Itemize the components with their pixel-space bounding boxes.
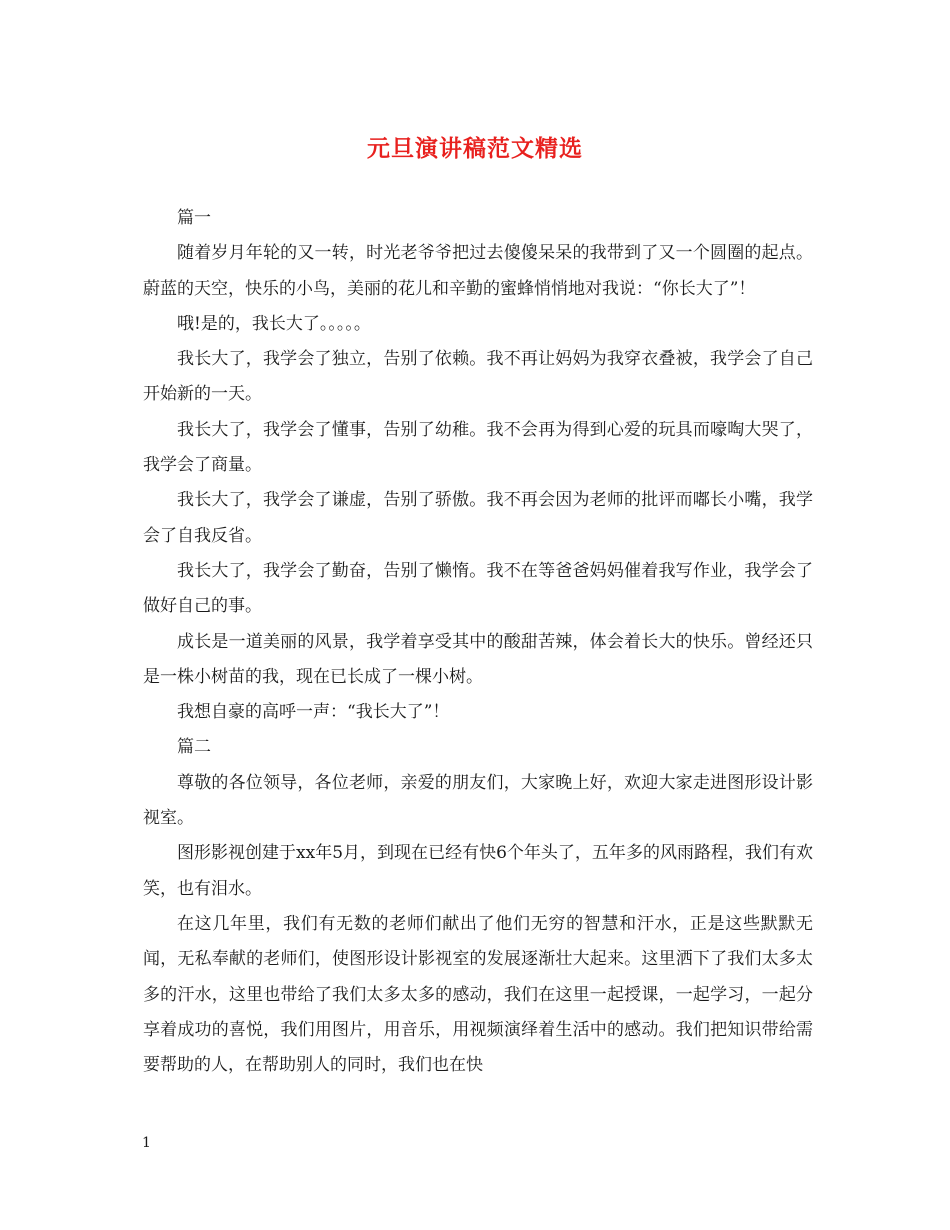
paragraph: 我长大了，我学会了谦虚，告别了骄傲。我不再会因为老师的批评而嘟长小嘴，我学会了自我反省。 [143,490,813,546]
paragraph: 我长大了，我学会了独立，告别了依赖。我不再让妈妈为我穿衣叠被，我学会了自己开始新的一天。 [143,349,813,405]
section-heading: 篇一 [177,208,211,228]
paragraph: 成长是一道美丽的风景，我学着享受其中的酸甜苦辣，体会着长大的快乐。曾经还只是一株小树苗的我，现在已长成了一棵小树。 [143,631,813,687]
paragraph: 图形影视创建于xx年5月，到现在已经有快6个年头了，五年多的风雨路程，我们有欢笑，也有泪水。 [143,843,813,899]
section-heading: 篇二 [177,737,211,758]
paragraph: 随着岁月年轮的又一转，时光老爷爷把过去傻傻呆呆的我带到了又一个圆圈的起点。蔚蓝的天空，快乐的小鸟，美丽的花儿和辛勤的蜜蜂悄悄地对我说：“你长大了”！ [143,243,813,299]
page-number: 1 [142,1135,151,1151]
document-title: 元旦演讲稿范文精选 [367,135,583,162]
paragraph: 我长大了，我学会了懂事，告别了幼稚。我不会再为得到心爱的玩具而嚎啕大哭了，我学会了商量。 [143,419,813,476]
paragraph: 我想自豪的高呼一声：“我长大了”！ [177,702,450,723]
paragraph: 我长大了，我学会了勤奋，告别了懒惰。我不在等爸爸妈妈催着我写作业，我学会了做好自己的事。 [143,560,813,617]
paragraph: 在这几年里，我们有无数的老师们献出了他们无穷的智慧和汗水，正是这些默默无闻，无私奉献的老师们，使图形设计影视室的发展逐渐壮大起来。这里洒下了我们太多太多的汗水，这里也带给了我们太多太多的感动，我们在这里一起授课，一起学习，一起分享着成功的喜悦，我们用图片，用音乐，用视频演绎着生活中的感动。我们把知识带给需要帮助的人，在帮助别人的同时，我们也在快 [143,913,813,1076]
document-body [143,201,813,1083]
paragraph: 哦!是的，我长大了。。。。。 [177,313,371,334]
paragraph: 尊敬的各位领导，各位老师，亲爱的朋友们，大家晚上好，欢迎大家走进图形设计影视室。 [143,772,813,829]
